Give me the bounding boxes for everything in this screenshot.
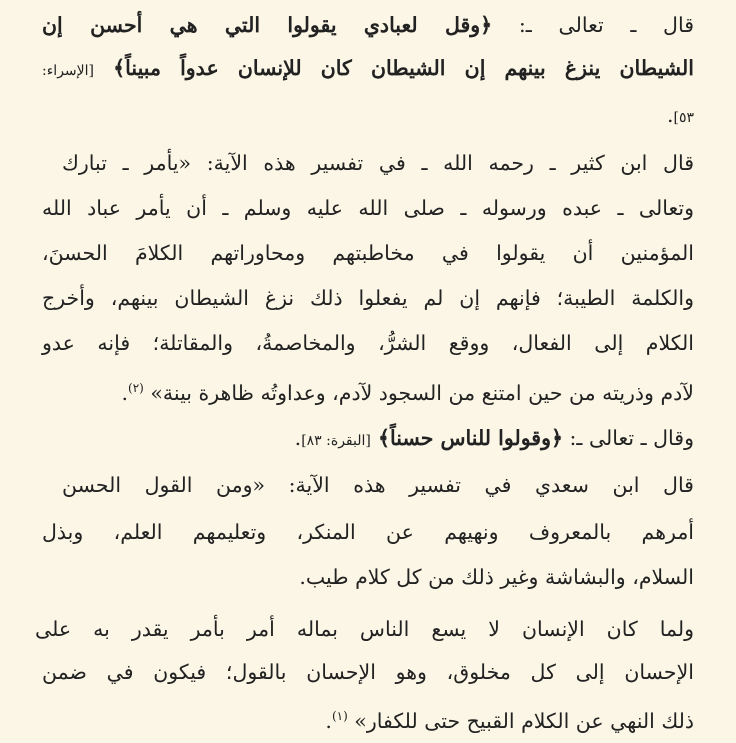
text-line (42, 283, 694, 313)
text-line (122, 373, 695, 408)
verse-citation: [الإسراء: (42, 63, 94, 79)
verse-citation: [البقرة: ٨٣] (301, 433, 371, 449)
text-run: . (121, 380, 129, 405)
quran-verse: ﴿وقل لعبادي يقولوا التي هي أحسن إن (42, 13, 493, 37)
text-run: المؤمنين أن يقولوا في مخاطبتهم ومحاوراتهم الكلامَ الحسنَ، (42, 241, 694, 265)
text-line (299, 562, 694, 592)
text-run: والكلمة الطيبة؛ فإنهم إن لم يفعلوا ذلك نزغ الشيطان بينهم، وأخرج (42, 286, 694, 310)
text-run: وقال ـ تعالى ـ: (563, 426, 694, 450)
text-run: قال ابن كثير ـ رحمه الله ـ في تفسير هذه الآية: «يأمر ـ تبارك (62, 151, 694, 175)
footnote-marker: (١) (331, 709, 348, 723)
text-run: وتعالى ـ عبده ورسوله ـ صلى الله عليه وسلم ـ أن يأمر عباد الله (42, 196, 694, 220)
text-line (667, 100, 694, 133)
text-run: قال ابن سعدي في تفسير هذه الآية: «ومن القول الحسن (62, 473, 694, 497)
text-run: قال ـ تعالى ـ: (492, 13, 694, 37)
text-run: أمرهم بالمعروف ونهيهم عن المنكر، وتعليمهم العلم، وبذل (42, 520, 694, 544)
quran-verse: الشيطان ينزغ بينهم إن الشيطان كان للإنسان عدواً مبيناً﴾ (93, 56, 694, 80)
text-run: . (666, 103, 674, 127)
quran-verse: ﴿وقولوا للناس حسناً﴾ (370, 426, 563, 450)
text-line (62, 148, 694, 178)
verse-citation: ٥٣] (673, 110, 694, 126)
text-line (42, 10, 694, 40)
text-run: الإحسان إلى كل مخلوق، وهو الإحسان بالقول؛ فيكون في ضمن (42, 660, 694, 684)
text-run: الكلام إلى الفعال، ووقع الشرُّ، والمخاصمةُ، والمقاتلة؛ فإنه عدو (42, 331, 694, 355)
text-line (42, 53, 694, 86)
text-line (62, 470, 694, 500)
text-run: . (325, 708, 332, 733)
text-run: ذلك النهي عن الكلام القبيح حتى للكفار» (347, 708, 694, 733)
text-run: ولما كان الإنسان لا يسع الناس بماله أمر بأمر يقدر به على (35, 617, 694, 641)
text-line (295, 423, 694, 456)
text-line (42, 657, 694, 687)
text-line (42, 238, 694, 268)
text-line (35, 614, 694, 644)
footnote-marker: (٢) (128, 381, 144, 395)
text-line (42, 517, 694, 547)
text-line (42, 193, 694, 223)
text-run: السلام، والبشاشة وغير ذلك من كل كلام طيب. (299, 565, 694, 589)
text-run: لآدم وذريته من حين امتنع من السجود لآدم، وعداوتُه ظاهرة بينة» (143, 380, 694, 405)
text-run: . (294, 426, 302, 450)
text-line (325, 701, 694, 736)
text-line (42, 328, 694, 358)
